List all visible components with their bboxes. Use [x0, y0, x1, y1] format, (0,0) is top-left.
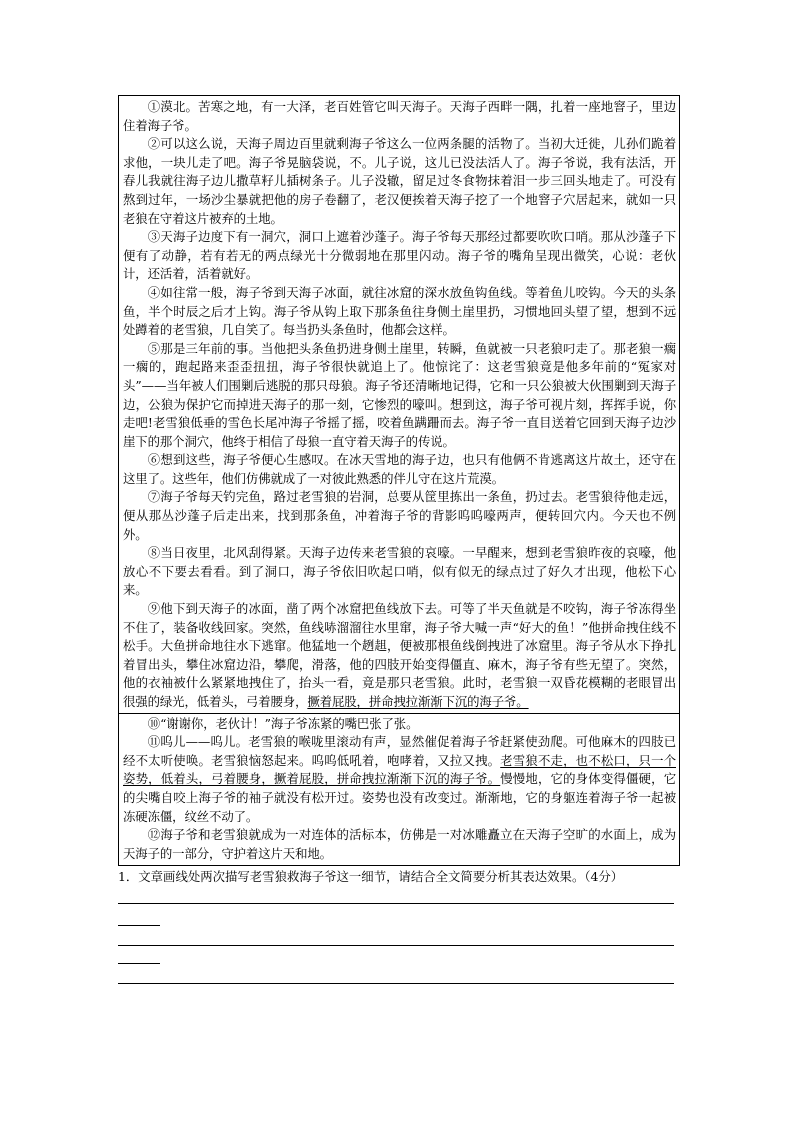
paragraph-7: ⑦海子爷每天钓完鱼，路过老雪狼的岩洞，总要从筐里拣出一条鱼，扔过去。老雪狼待他走远，便从那丛沙蓬子后走出来，找到那条鱼，冲着海子爷的背影呜呜嚎两声，便转回穴内。今天也不例外。: [123, 489, 676, 542]
paragraph-12: ⑫海子爷和老雪狼就成为一对连体的活标本，仿佛是一对冰雕矗立在天海子空旷的水面上，成为天海子的一部分，守护着这片天和地。: [123, 827, 676, 861]
document: [118, 95, 680, 997]
paragraph-11: [123, 733, 676, 826]
paragraph-5: ⑤那是三年前的事。当他把头条鱼扔进身侧土崖里，转瞬，鱼就被一只老狼叼走了。那老狼一瘸一瘸的，跑起路来歪歪扭扭，海子爷很快就追上了。他惊诧了：这老雪狼竟是他多年前的“冤家对头”——当年被人们围剿后逃脱的那只母狼。海子爷还清晰地记得，它和一只公狼被大伙围剿到天海子边，公狼为保护它而掉进天海子的那一刻，它惨烈的嚎叫。想到这，海子爷可视片刻，挥挥手说，你走吧!老雪狼低垂的雪色长尾冲海子爷摇了摇，咬着鱼蹒跚而去。海子爷一直目送着它回到天海子边沙崖下的那个洞穴，他终于相信了母狼一直守着天海子的传说。: [123, 340, 676, 449]
answer-line-3[interactable]: [118, 983, 674, 984]
paragraph-8: ⑧当日夜里，北风刮得紧。天海子边传来老雪狼的哀嚎。一早醒来，想到老雪狼昨夜的哀嚎，他放心不下要去看看。到了洞口，海子爷依旧吹起口哨，似有似无的绿点过了好久才出现，他松下心来。: [123, 545, 676, 598]
underlined-rescue-1: 撅着屁股，拼命拽拉渐渐下沉的海子爷。: [307, 694, 529, 709]
question-1: 1．文章画线处两次描写老雪狼救海子爷这一细节，请结合全文简要分析其表达效果。（4分）: [118, 869, 624, 885]
paragraph-1: ①漠北。苦寒之地，有一大泽，老百姓管它叫天海子。天海子西畔一隅，扎着一座地窨子，里边住着海子爷。: [123, 99, 676, 133]
paragraph-9: [123, 600, 676, 712]
answer-area-2[interactable]: [118, 947, 680, 997]
paragraph-4: ④如往常一般，海子爷到天海子冰面，就往冰窟的深水放鱼钩鱼线。等着鱼儿咬钩。今天的头条鱼，半个时辰之后才上钩。海子爷从钩上取下那条鱼往身侧土崖里扔，习惯地回头望了望，想到不远处蹲着的老雪狼，几自笑了。每当扔头条鱼时，他都会这样。: [123, 284, 676, 338]
answer-line-1[interactable]: [118, 903, 674, 904]
paragraph-3: ③天海子边度下有一洞穴，洞口上遮着沙蓬子。海子爷每天那经过都要吹吹口哨。那从沙蓬子下便有了动静，若有若无的两点绿光十分微弱地在那里闪动。海子爷的嘴角呈现出微笑，心说：老伙计，还活着，活着就好。: [123, 229, 676, 282]
divider: [119, 713, 679, 714]
passage-box: [118, 95, 680, 866]
paragraph-11-text-b: 慢慢地，它的身体变得僵硬，它的尖嘴自咬上海子爷的袖子就没有松开过。姿势也没有改变过。渐渐地，它的身躯连着海子爷一起被冻硬冻僵，纹丝不动了。: [123, 771, 676, 824]
underlined-rescue-2: 老雪狼不走，也不松口，只一个姿势，低着头，弓着腰身，撅着屁股，拼命拽拉渐渐下沉的海子爷。: [123, 752, 676, 787]
paragraph-11-text-a: ⑪呜儿——呜儿。老雪狼的喉咙里滚动有声，显然催促着海子爷赶紧使劲爬。可他麻木的四肢已经不太听使唤。老雪狼恼怒起来。呜呜低吼着，咆哮着，又拉又拽。: [123, 734, 676, 768]
answer-line-1-end[interactable]: [118, 925, 160, 926]
answer-line-2-end[interactable]: [118, 963, 160, 964]
paragraph-9-text: ⑨他下到天海子的冰面，凿了两个冰窟把鱼线放下去。可等了半天鱼就是不咬钩，海子爷冻得坐不住了，装备收线回家。突然，鱼线哧溜溜往水里窜，海子爷大喊一声“好大的鱼！”他拼命拽住线不松手。大鱼拼命地往水下逃窜。他猛地一个趔趄，便被那根鱼线倒拽进了冰窟里。海子爷从水下挣扎着冒出头，攀住冰窟边沿，攀爬，滑落，他的四肢开始变得僵直、麻木，海子爷有些无望了。突然，他的衣袖被什么紧紧地拽住了，抬头一看，竟是那只老雪狼。此时，老雪狼一双昏花模糊的老眼冒出很强的绿光，低着头，弓着腰身，: [123, 601, 676, 709]
paragraph-2: ②可以这么说，天海子周边百里就剩海子爷这么一位两条腿的活物了。当初大迁徙，儿孙们跪着求他，一块儿走了吧。海子爷晃脑袋说，不。儿子说，这儿已没法活人了。海子爷说，我有法活，开春儿我就往海子边儿撒草籽儿插树条子。儿子没辙，留足过冬食物抹着泪一步三回头地走了。可没有熬到过年，一场沙尘暴就把他的房子卷翻了，老汉便挨着天海子挖了一个地窨子穴居起来，就如一只老狼在守着这片被弃的土地。: [123, 136, 676, 226]
answer-area[interactable]: [118, 887, 680, 947]
answer-line-2[interactable]: [118, 945, 674, 946]
paragraph-10: ⑩“谢谢你，老伙计！”海子爷冻紧的嘴巴张了张。: [147, 715, 419, 731]
paragraph-6: ⑥想到这些，海子爷便心生感叹。在冰天雪地的海子边，也只有他俩不肯逃离这片故土，还守在这里了。这些年，他们仿佛就成了一对彼此熟悉的伴儿守在这片荒漠。: [123, 452, 676, 486]
